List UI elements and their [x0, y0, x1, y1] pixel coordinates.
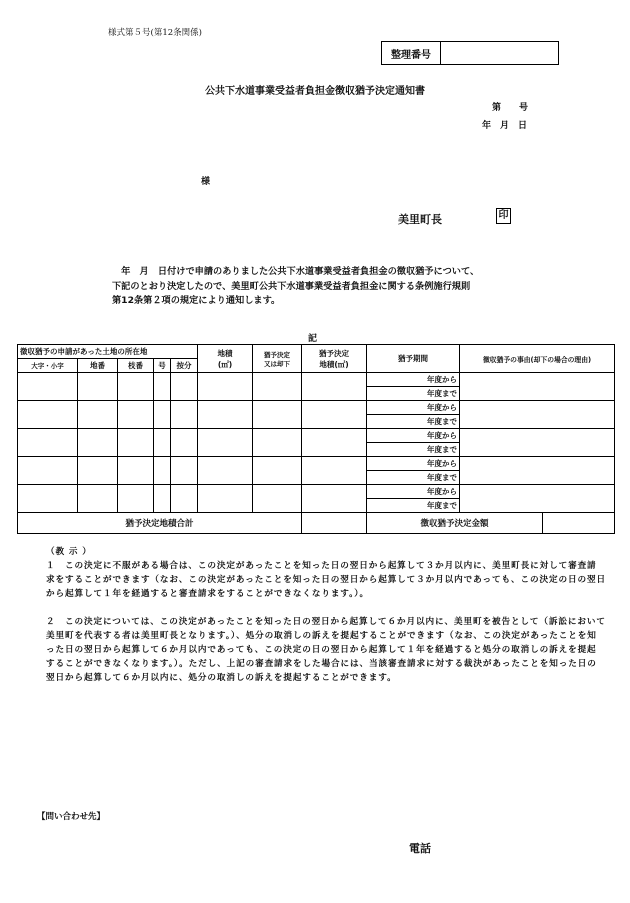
header-decision: 猶予決定 又は却下 [253, 345, 302, 373]
subheader-chiban: 地番 [78, 359, 118, 373]
table-cell[interactable] [302, 373, 367, 401]
table-cell[interactable] [198, 457, 253, 485]
table-cell[interactable] [253, 401, 302, 429]
table-cell[interactable] [302, 429, 367, 457]
table-cell[interactable] [171, 485, 198, 513]
table-cell[interactable] [118, 373, 154, 401]
table-cell[interactable] [460, 485, 615, 513]
subheader-go: 号 [154, 359, 171, 373]
table-cell[interactable] [18, 401, 78, 429]
table-cell[interactable] [198, 401, 253, 429]
table-cell[interactable] [198, 485, 253, 513]
reference-number-label: 整理番号 [382, 42, 441, 64]
total-area-value[interactable] [302, 513, 367, 534]
phone-label: 電話 [409, 842, 431, 855]
header-reason: 徴収猶予の事由(却下の場合の理由) [460, 345, 615, 373]
table-cell[interactable] [302, 457, 367, 485]
total-area-label: 猶予決定地積合計 [18, 513, 302, 534]
table-cell[interactable] [171, 457, 198, 485]
total-amount-label: 徴収猶予決定金額 [367, 513, 543, 534]
table-cell[interactable] [18, 373, 78, 401]
subheader-aza: 大字・小字 [18, 359, 78, 373]
header-decided-area: 猶予決定 地積(㎡) [302, 345, 367, 373]
table-cell[interactable] [78, 485, 118, 513]
instructions [46, 545, 606, 685]
notice-body [112, 265, 552, 309]
period-to: 年度まで [367, 415, 460, 429]
table-cell[interactable] [171, 373, 198, 401]
header-area: 地積 (㎡) [198, 345, 253, 373]
table-cell[interactable] [460, 373, 615, 401]
table-cell[interactable] [460, 401, 615, 429]
table-row [18, 429, 615, 443]
table-cell[interactable] [253, 457, 302, 485]
table-row [18, 401, 615, 415]
header-location: 徴収猶予の申請があった土地の所在地 [18, 345, 198, 359]
issuer-name: 美里町長 [398, 213, 442, 226]
table-cell[interactable] [198, 429, 253, 457]
notice-line: 第12条第２項の規定により通知します。 [112, 295, 281, 306]
table-cell[interactable] [118, 401, 154, 429]
table-cell[interactable] [78, 401, 118, 429]
instructions-heading: （教 示 ） [46, 547, 92, 557]
table-cell[interactable] [253, 373, 302, 401]
table-cell[interactable] [118, 485, 154, 513]
subheader-anbun: 按分 [171, 359, 198, 373]
ki-heading: 記 [308, 334, 318, 344]
table-cell[interactable] [253, 485, 302, 513]
seal-mark: 印 [496, 208, 511, 224]
addressee-suffix: 様 [201, 177, 211, 187]
table-cell[interactable] [18, 485, 78, 513]
table-cell[interactable] [302, 485, 367, 513]
table-row [18, 485, 615, 499]
form-number: 様式第５号(第12条関係) [108, 28, 202, 38]
document-number: 第 号 [492, 103, 529, 113]
table-cell[interactable] [154, 457, 171, 485]
table-cell[interactable] [154, 485, 171, 513]
period-to: 年度まで [367, 387, 460, 401]
notice-line: 年 月 日付けで申請のありました公共下水道事業受益者負担金の徴収猶予について、 [112, 266, 480, 277]
table-cell[interactable] [18, 429, 78, 457]
deferral-table [17, 344, 615, 534]
table-cell[interactable] [460, 457, 615, 485]
header-period: 猶予期間 [367, 345, 460, 373]
table-cell[interactable] [78, 373, 118, 401]
period-to: 年度まで [367, 499, 460, 513]
table-cell[interactable] [253, 429, 302, 457]
table-row [18, 373, 615, 387]
period-from: 年度から [367, 429, 460, 443]
period-from: 年度から [367, 485, 460, 499]
period-from: 年度から [367, 373, 460, 387]
table-cell[interactable] [198, 373, 253, 401]
period-to: 年度まで [367, 443, 460, 457]
table-cell[interactable] [18, 457, 78, 485]
table-cell[interactable] [118, 429, 154, 457]
period-from: 年度から [367, 457, 460, 471]
table-cell[interactable] [154, 401, 171, 429]
reference-number-box [381, 41, 559, 65]
document-date: 年 月 日 [482, 121, 528, 131]
period-to: 年度まで [367, 471, 460, 485]
table-cell[interactable] [171, 401, 198, 429]
document-title: 公共下水道事業受益者負担金徴収猶予決定通知書 [205, 86, 425, 97]
period-from: 年度から [367, 401, 460, 415]
contact-label: 【問い合わせ先】 [37, 812, 106, 822]
table-cell[interactable] [460, 429, 615, 457]
notice-line: 下記のとおり決定したので、美里町公共下水道事業受益者負担金に関する条例施行規則 [112, 280, 471, 292]
total-amount-value[interactable] [543, 513, 615, 534]
table-cell[interactable] [78, 457, 118, 485]
reference-number-field[interactable] [441, 42, 558, 64]
table-cell[interactable] [154, 373, 171, 401]
instructions-para-1: １ この決定に不服がある場合は、この決定があったことを知った日の翌日から起算して３か月以内に、美里町長に対して審査請求をすることができます（なお、この決定があったことを知った日の翌日から起算して３か月以内であっても、この決定の日の翌日から起算して１年を経過すると審査請求をすることができなくなります。）。 [46, 561, 606, 599]
table-cell[interactable] [78, 429, 118, 457]
instructions-para-2: ２ この決定については、この決定があったことを知った日の翌日から起算して６か月以内に、美里町を被告として（訴訟において美里町を代表する者は美里町長となります。）、処分の取消しの訴えを提起することができます（なお、この決定があったことを知った日の翌日から起算して６か月以内であっても、この決定の日の翌日から起算して１年を経過すると処分の取消しの訴えを提起することができなくなります。）。ただし、上記の審査請求をした場合には、当該審査請求に対する裁決があったことを知った日の翌日から起算して６か月以内に、処分の取消しの訴えを提起することができます。 [46, 617, 606, 683]
table-cell[interactable] [171, 429, 198, 457]
table-row [18, 457, 615, 471]
table-cell[interactable] [302, 401, 367, 429]
table-cell[interactable] [154, 429, 171, 457]
table-cell[interactable] [118, 457, 154, 485]
subheader-edaban: 枝番 [118, 359, 154, 373]
